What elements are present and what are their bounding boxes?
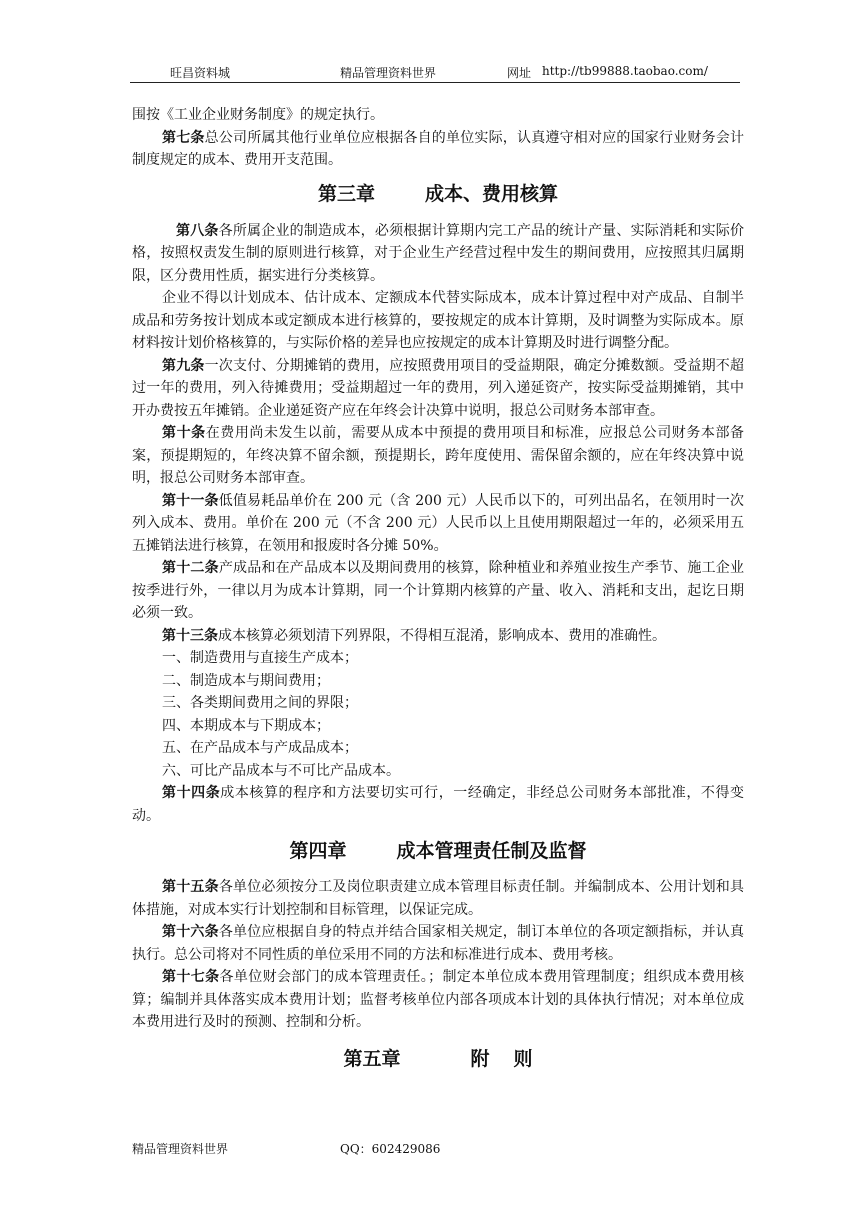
chapter-number: 第五章: [343, 1047, 401, 1070]
list-item: 四、本期成本与下期成本；: [162, 717, 330, 734]
header-url: http://tb99888.taobao.com/: [542, 64, 708, 78]
article-heading: 第八条: [176, 222, 219, 239]
article-heading: 第十三条: [162, 627, 218, 644]
article-heading: 第十五条: [162, 879, 219, 895]
article-text: 在费用尚未发生以前，需要从成本中预提的费用项目和标准，应报总公司财务本部备案，预提期短的，年终决算不留余额，预提期长，跨年度使用、需保留余额的，应在年终决算中说明，报总公司财务本部审查。: [132, 425, 745, 486]
article-7: [132, 127, 744, 172]
article-text: 产成品和在产品成本以及期间费用的核算，除种植业和养殖业按生产季节、施工企业按季进行外，一律以月为成本计算期，同一个计算期内核算的产量、收入、消耗和支出，起讫日期必须一致。: [132, 560, 745, 621]
article-text: 低值易耗品单价在 200 元（含 200 元）人民币以下的，可列出品名，在领用时一次列入成本、费用。单价在 200 元（不含 200 元）人民币以上且使用期限超过一年的，必须采用五五摊销法进行核算，在领用和报废时各分摊 50%。: [132, 492, 745, 554]
article-text: 一次支付、分期摊销的费用，应按照费用项目的受益期限，确定分摊数额。受益期不超过一年的费用，列入待摊费用；受益期超过一年的费用，列入递延资产，按实际受益期摊销，其中开办费按五年摊销。企业递延资产应在年终会计决算中说明，报总公司财务本部审查。: [132, 357, 745, 419]
chapter-number: 第四章: [289, 840, 347, 862]
header-site-name: 精品管理资料世界: [340, 66, 437, 80]
page-header: [130, 62, 740, 83]
list-item: 三、各类期间费用之间的界限；: [162, 695, 358, 711]
chapter-number: 第三章: [317, 182, 375, 205]
article-heading: 第九条: [162, 357, 205, 374]
chapter-title: 成本管理责任制及监督: [396, 840, 587, 862]
list-item: 五、在产品成本与产成品成本；: [162, 740, 358, 756]
article-heading: 第十一条: [162, 492, 219, 509]
article-9: [132, 355, 744, 423]
article-8-continued: 企业不得以计划成本、估计成本、定额成本代替实际成本，成本计算过程中对产成品、自制半成品和劳务按计划成本或定额成本进行核算的，要按规定的成本计算期，及时调整为实际成本。原材料按计划价格核算的，与实际价格的差异也应按规定的成本计算期及时进行调整分配。: [132, 290, 744, 351]
article-12: [132, 557, 744, 625]
footer-site-name: 精品管理资料世界: [132, 1142, 229, 1156]
article-heading: 第七条: [162, 129, 205, 146]
article-text: 各单位必须按分工及岗位职责建立成本管理目标责任制。并编制成本、公用计划和具体措施，对成本实行计划控制和目标管理，以保证完成。: [132, 879, 745, 918]
article-heading: 第十七条: [162, 969, 220, 985]
article-10: [132, 422, 744, 490]
footer-qq: QQ：602429086: [340, 1142, 441, 1156]
article-15: [132, 876, 744, 921]
article-text: 成本核算的程序和方法要切实可行，一经确定，非经总公司财务本部批准，不得变动。: [132, 785, 745, 824]
list-item: 六、可比产品成本与不可比产品成本。: [162, 762, 400, 779]
header-url-label: 网址: [507, 66, 532, 80]
article-13: [132, 625, 744, 648]
article-text: 各单位应根据自身的特点并结合国家相关规定，制订本单位的各项定额指标，并认真执行。总公司将对不同性质的单位采用不同的方法和标准进行成本、费用考核。: [132, 924, 745, 963]
article-text: 各所属企业的制造成本，必须根据计算期内完工产品的统计产量、实际消耗和实际价格，按照权责发生制的原则进行核算，对于企业生产经营过程中发生的期间费用，应按照其归属期限，区分费用性质，据实进行分类核算。: [132, 222, 745, 284]
article-heading: 第十六条: [162, 924, 219, 940]
page-footer: [132, 1140, 441, 1157]
article-16: [132, 921, 744, 966]
chapter-3-heading: [132, 182, 744, 206]
article-14: [132, 782, 744, 827]
chapter-title-char: 附: [470, 1047, 490, 1070]
header-shop-name: 旺昌资料城: [170, 66, 231, 80]
paragraph-continuation: 围按《工业企业财务制度》的规定执行。: [132, 107, 384, 123]
article-text: 各单位财会部门的成本管理责任。；制定本单位成本费用管理制度；组织成本费用核算；编制并具体落实成本费用计划；监督考核单位内部各项成本计划的具体执行情况；对本单位成本费用进行及时的预测、控制和分析。: [132, 969, 744, 1030]
chapter-4-heading: [132, 839, 744, 863]
document-body: [132, 104, 744, 1071]
article-8: [132, 220, 744, 288]
chapter-title: 成本、费用核算: [425, 182, 559, 205]
chapter-5-heading: [132, 1047, 744, 1071]
article-11: [132, 490, 744, 558]
list-item: 一、制造费用与直接生产成本；: [162, 650, 358, 666]
article-heading: 第十条: [162, 425, 206, 441]
article-heading: 第十四条: [162, 785, 221, 801]
list-item: 二、制造成本与期间费用；: [162, 672, 330, 689]
article-heading: 第十二条: [162, 560, 219, 576]
chapter-title-char: 则: [513, 1047, 533, 1070]
article-text: 总公司所属其他行业单位应根据各自的单位实际，认真遵守相对应的国家行业财务会计制度规定的成本、费用开支范围。: [132, 129, 745, 168]
article-17: [132, 966, 744, 1034]
article-text: 成本核算必须划清下列界限，不得相互混淆，影响成本、费用的准确性。: [218, 627, 666, 644]
